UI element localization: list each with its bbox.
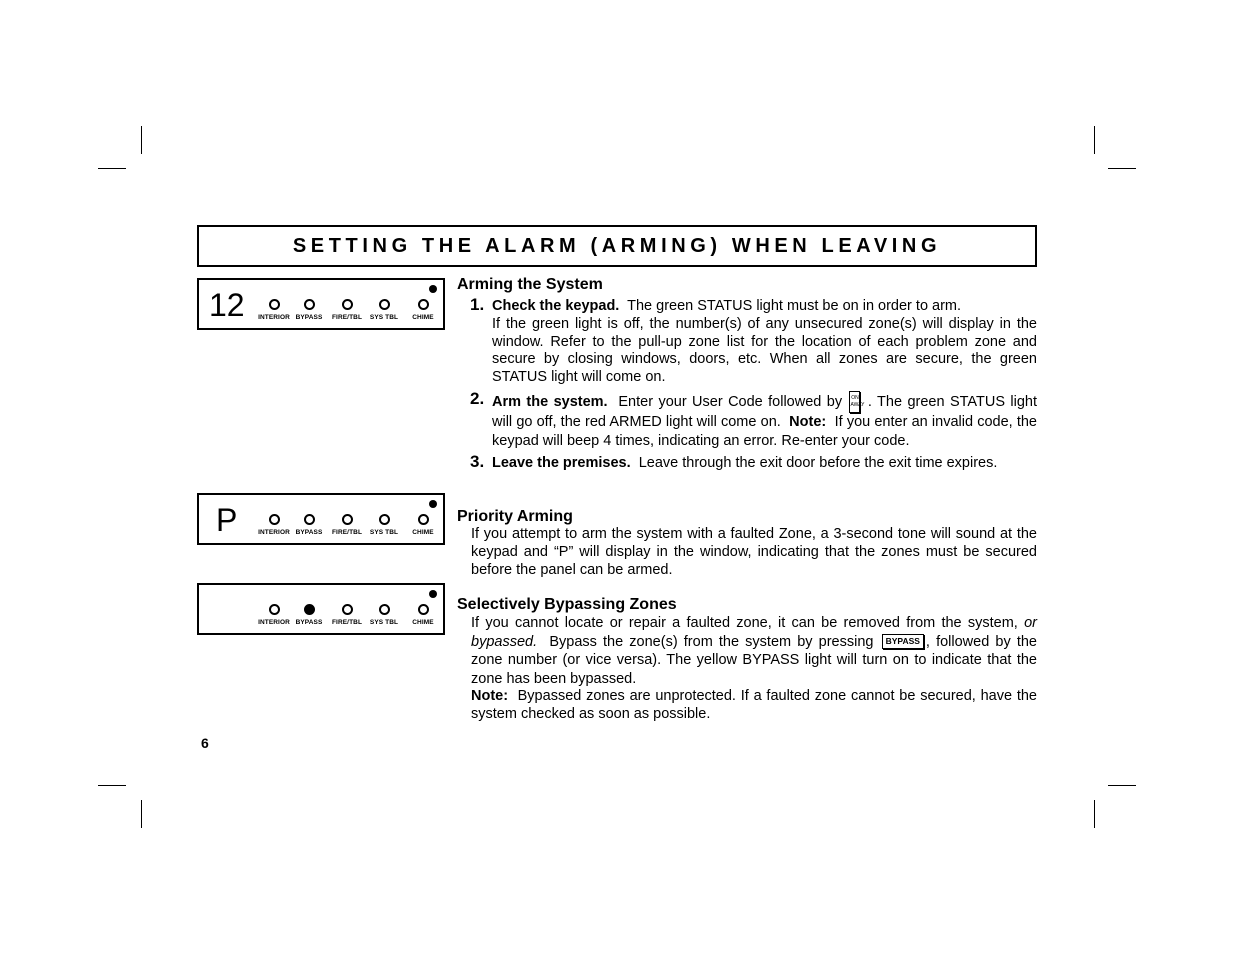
section-priority (457, 508, 1037, 579)
crop-mark (141, 126, 142, 154)
bypass-note: Note: Bypassed zones are unprotected. If a faulted zone cannot be secured, have the system checked as soon as possible. (471, 688, 1037, 722)
bypass-key-icon: BYPASS (882, 634, 924, 649)
crop-mark (1094, 126, 1095, 154)
led-icon (418, 299, 429, 310)
page-title-box (197, 225, 1037, 267)
led-on-icon (304, 604, 315, 615)
status-dot-icon (429, 285, 437, 293)
indicator-fire-tbl: FIRE/TBL (319, 604, 375, 626)
led-icon (418, 514, 429, 525)
page-number: 6 (201, 735, 209, 751)
crop-mark (1108, 785, 1136, 786)
crop-mark (1108, 168, 1136, 169)
indicator-interior: INTERIOR (246, 299, 302, 321)
indicator-interior: INTERIOR (246, 514, 302, 536)
bypass-text: If you cannot locate or repair a faulted zone, it can be removed from the system, or bypassed. Bypass the zone(s) from the system by pressing BYPASS , followed by the zone number (or vice versa). The yellow BYPASS light will turn on to indicate that the zone has been bypassed. (471, 615, 1038, 687)
on-away-key-icon: ON AWAY (849, 391, 860, 413)
led-icon (304, 514, 315, 525)
indicator-chime: CHIME (395, 299, 451, 321)
indicator-chime: CHIME (395, 604, 451, 626)
priority-text: If you attempt to arm the system with a faulted Zone, a 3-second tone will sound at the keypad and “P” will display in the window, indicating that the zones must be secured before the panel can be armed. (471, 526, 1037, 578)
led-icon (269, 514, 280, 525)
indicator-interior: INTERIOR (246, 604, 302, 626)
status-dot-icon (429, 500, 437, 508)
led-icon (379, 604, 390, 615)
indicator-chime: CHIME (395, 514, 451, 536)
indicator-sys-tbl: SYS TBL (356, 299, 412, 321)
keypad-display-digits: P (216, 502, 238, 538)
crop-mark (1094, 800, 1095, 828)
status-dot-icon (429, 590, 437, 598)
keypad-display-zone-12 (197, 278, 445, 330)
led-icon (269, 299, 280, 310)
led-icon (379, 299, 390, 310)
crop-mark (98, 785, 126, 786)
step-1: 1. Check the keypad. The green STATUS light must be on in order to arm. If the green light is off, the number(s) of any unsecured zone(s) will display in the window. Refer to the pull-up zone list for the location of each problem zone and secure by closing windows, doors, etc. When all zones are secure, the green STATUS light will come on. (470, 295, 1037, 386)
step-2: 2. Arm the system. Enter your User Code followed by ON AWAY . The green STATUS light will go off, the red ARMED light will come on. Note: If you enter an invalid code, the keypad will beep 4 times, indicating an error. Re-enter your code. (470, 388, 1037, 449)
led-icon (379, 514, 390, 525)
led-icon (342, 299, 353, 310)
indicator-sys-tbl: SYS TBL (356, 514, 412, 536)
indicator-fire-tbl: FIRE/TBL (319, 299, 375, 321)
keypad-display-priority (197, 493, 445, 545)
step-3: 3. Leave the premises. Leave through the exit door before the exit time expires. (470, 451, 998, 471)
led-icon (342, 604, 353, 615)
indicator-fire-tbl: FIRE/TBL (319, 514, 375, 536)
led-icon (418, 604, 429, 615)
section-arming (457, 276, 1037, 473)
crop-mark (141, 800, 142, 828)
led-icon (269, 604, 280, 615)
crop-mark (98, 168, 126, 169)
section-heading: Selectively Bypassing Zones (457, 596, 677, 613)
indicator-bypass: BYPASS (281, 604, 337, 626)
indicator-bypass: BYPASS (281, 299, 337, 321)
led-icon (342, 514, 353, 525)
page-title: SETTING THE ALARM (ARMING) WHEN LEAVING (292, 234, 942, 257)
section-bypassing (457, 596, 1037, 724)
section-heading: Priority Arming (457, 508, 573, 525)
indicator-sys-tbl: SYS TBL (356, 604, 412, 626)
led-icon (304, 299, 315, 310)
section-heading: Arming the System (457, 276, 603, 293)
indicator-bypass: BYPASS (281, 514, 337, 536)
keypad-display-bypassed (197, 583, 445, 635)
keypad-display-digits: 12 (209, 287, 245, 323)
